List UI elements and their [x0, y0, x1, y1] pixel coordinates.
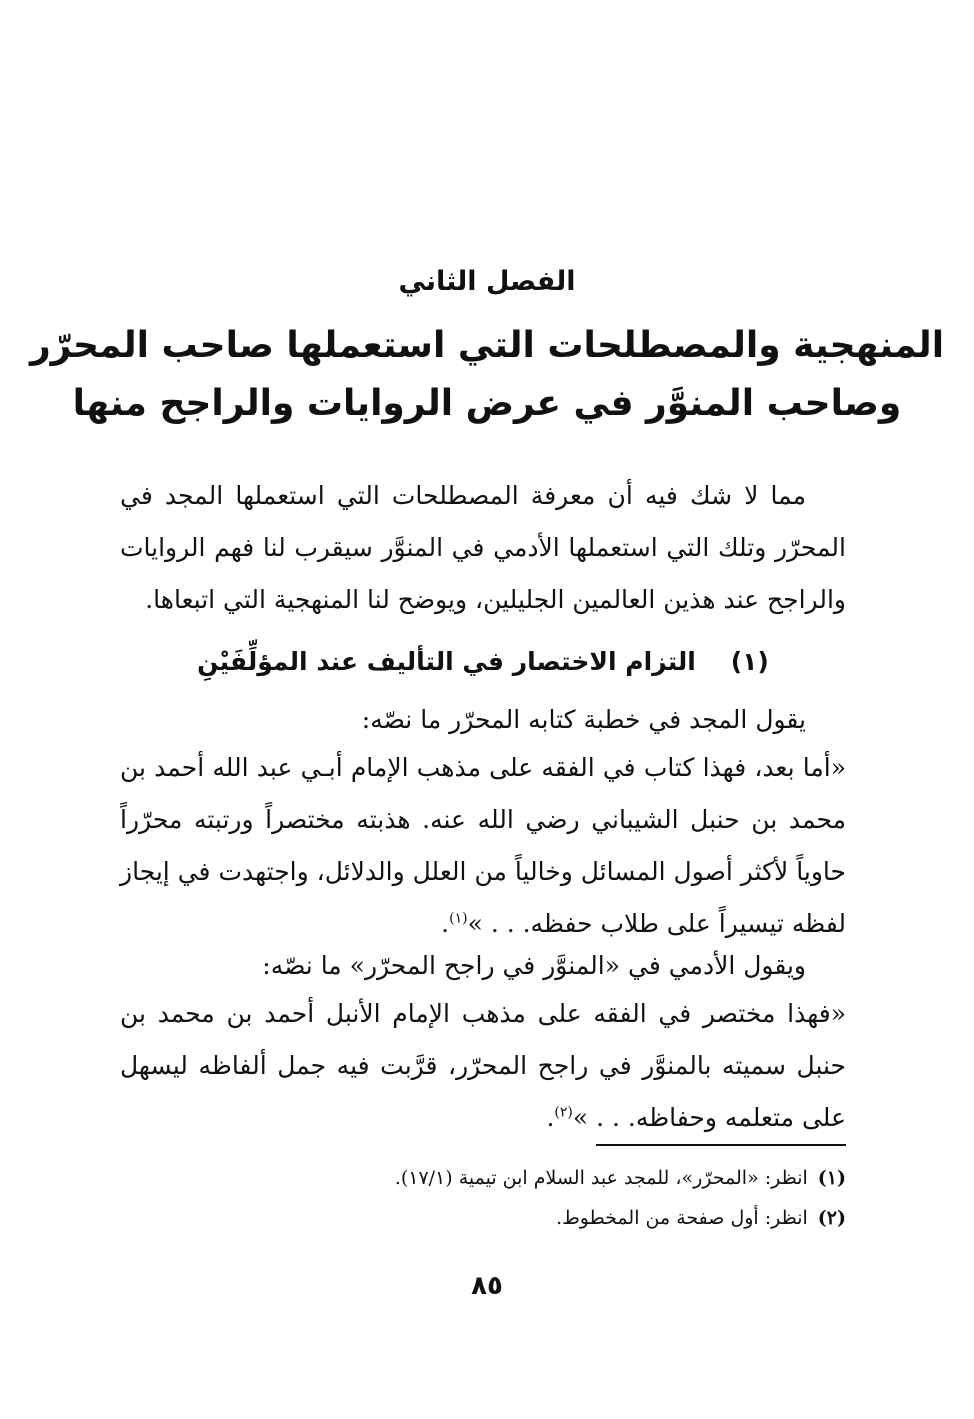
section-number: (١)	[730, 647, 769, 676]
page-number: ٨٥	[471, 1271, 503, 1301]
section-title: التزام الاختصار في التأليف عند المؤلِّفَيْنِ	[197, 647, 696, 676]
footnote	[200, 1198, 846, 1238]
footnote-ref-2: (٢)	[554, 1104, 573, 1121]
section-heading	[120, 640, 846, 684]
footnote-number: (١)	[817, 1167, 846, 1189]
quote-2-text: «فهذا مختصر في الفقه على مذهب الإمام الأنبل أحمد بن محمد بن حنبل سميته بالمنوَّر في راجح المحرّر، قرَّبت فيه جمل ألفاظه ليسهل على متعلمه وحفاظه. . . »	[120, 999, 846, 1132]
footnote-text: انظر: «المحرّر»، للمجد عبد السلام ابن تيمية (١٧/١).	[394, 1167, 808, 1189]
footnote	[200, 1158, 846, 1198]
quote-2-intro: ويقول الأدمي في «المنوَّر في راجح المحرّر» ما نصّه:	[262, 951, 806, 980]
footnote-text: انظر: أول صفحة من المخطوط.	[556, 1207, 808, 1229]
quote-1	[120, 742, 846, 950]
quote-1-end: .	[441, 909, 450, 938]
chapter-label: الفصل الثاني	[398, 266, 576, 297]
intro-paragraph: مما لا شك فيه أن معرفة المصطلحات التي استعملها المجد في المحرّر وتلك التي استعملها الأدمي في المنوَّر سيقرب لنا فهم الروايات والراجح عند هذين العالمين الجليلين، ويوضح لنا المنهجية التي اتبعاها.	[120, 481, 846, 614]
quote-1-text: «أما بعد، فهذا كتاب في الفقه على مذهب الإمام أبـي عبد الله أحمد بن محمد بن حنبل الشيباني رضي الله عنه. هذبته مختصراً ورتبته محرّراً حاوياً لأكثر أصول المسائل وخالياً من العلل والدلائل، واجتهدت في إيجاز لفظه تيسيراً على طلاب حفظه. . . »	[120, 753, 846, 938]
footnotes	[200, 1158, 846, 1238]
chapter-title-line-2: وصاحب المنوَّر في عرض الروايات والراجح منها	[72, 383, 902, 424]
footnote-ref-1: (١)	[449, 910, 468, 927]
quote-2-end: .	[546, 1103, 555, 1132]
quote-2	[120, 988, 846, 1144]
footnote-number: (٢)	[817, 1207, 846, 1229]
footnote-divider	[596, 1144, 846, 1146]
quote-1-intro: يقول المجد في خطبة كتابه المحرّر ما نصّه:	[361, 705, 806, 734]
chapter-title-line-1: المنهجية والمصطلحات التي استعملها صاحب المحرّر	[29, 325, 945, 366]
